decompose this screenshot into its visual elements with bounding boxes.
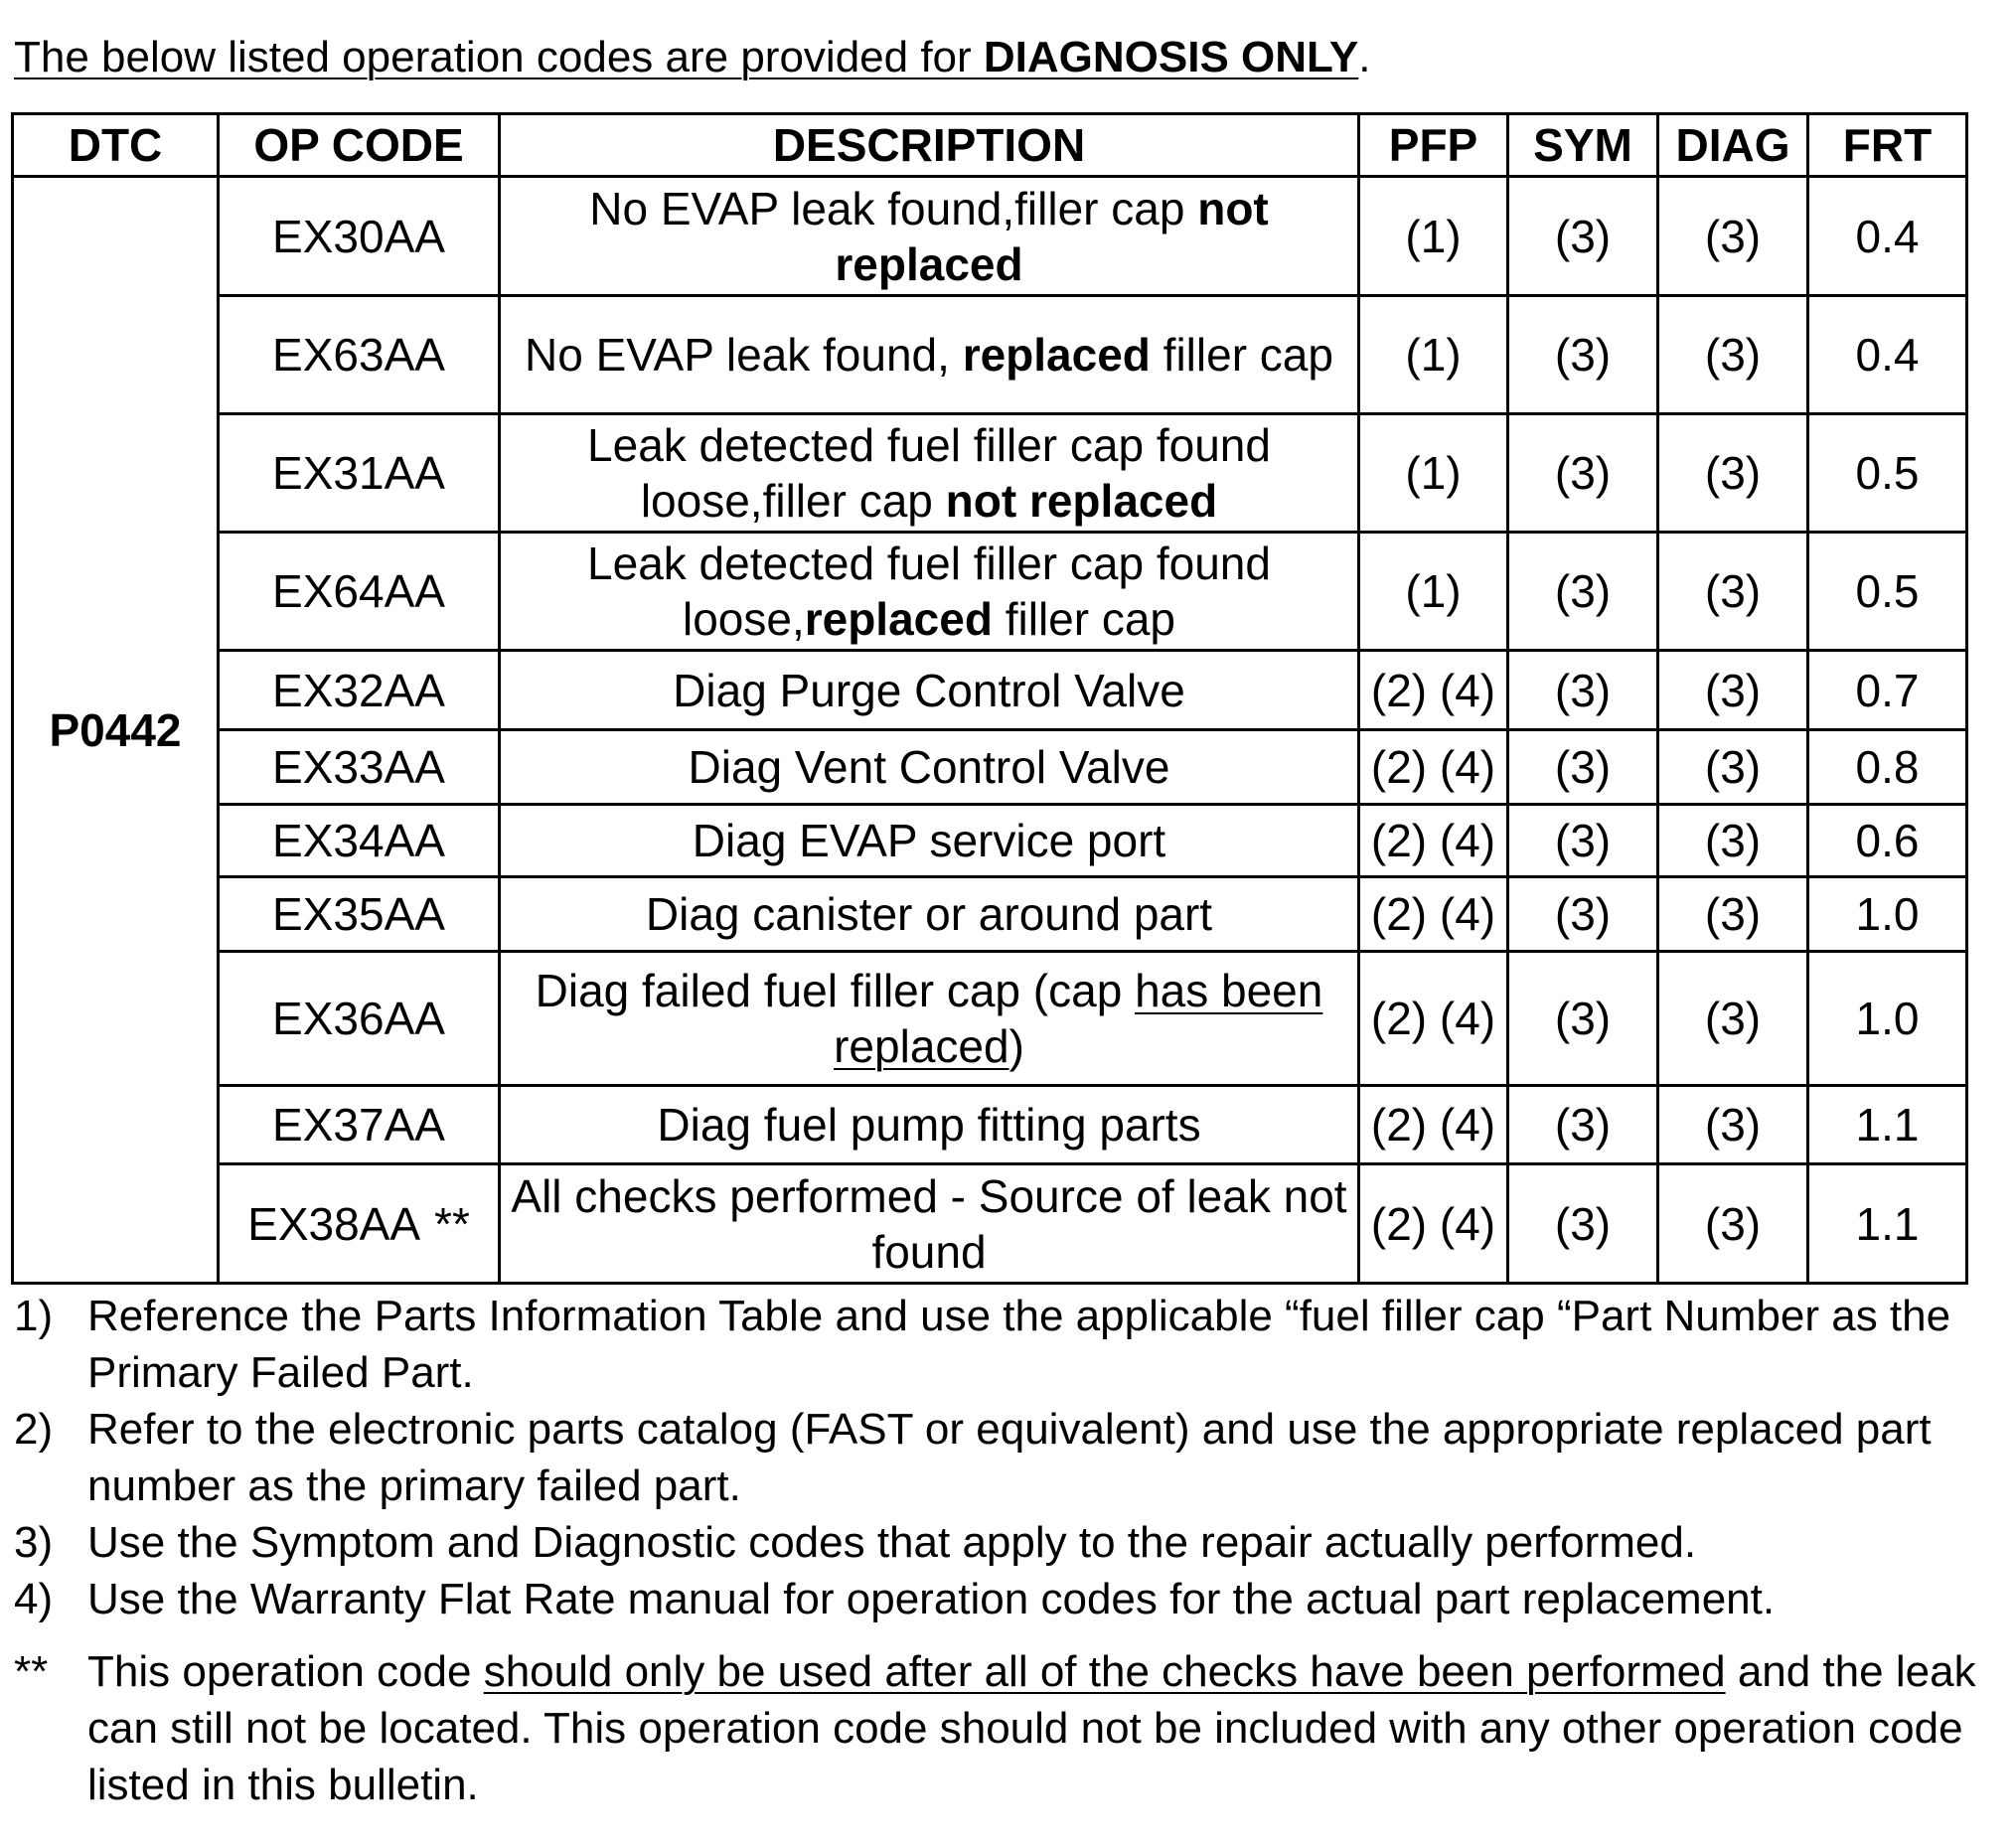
diag-cell: (3)	[1658, 952, 1808, 1086]
intro-emphasis: DIAGNOSIS ONLY	[983, 33, 1359, 81]
desc-text: Diag failed fuel filler cap (cap	[535, 965, 1136, 1016]
description-cell	[500, 533, 1359, 651]
star-note-prefix: This operation code	[87, 1647, 484, 1696]
dtc-cell: P0442	[13, 177, 219, 1284]
header-description: DESCRIPTION	[500, 114, 1359, 177]
sym-cell: (3)	[1508, 533, 1658, 651]
table-row	[13, 414, 1967, 533]
desc-bold: not replaced	[835, 182, 1269, 290]
header-dtc: DTC	[13, 114, 219, 177]
double-asterisk-marker: **	[14, 1647, 49, 1696]
desc-bold: not replaced	[945, 475, 1218, 527]
pfp-cell: (2) (4)	[1359, 805, 1508, 877]
description-cell: Diag EVAP service port	[500, 805, 1359, 877]
table-row	[13, 1164, 1967, 1284]
op-code-cell: EX34AA	[219, 805, 500, 877]
star-note-suffix: and the leak can still not be located. This operation code should not be included with any other operation code listed in this bulletin.	[87, 1647, 1976, 1809]
frt-cell: 1.0	[1808, 952, 1967, 1086]
footnote-text: Reference the Parts Information Table and use the applicable “fuel filler cap “Part Number as the Primary Failed Part.	[87, 1292, 1951, 1397]
desc-text: No EVAP leak found,filler cap	[589, 182, 1198, 234]
frt-cell: 0.4	[1808, 296, 1967, 414]
op-code-cell: EX32AA	[219, 651, 500, 730]
footnote-number: 2)	[14, 1405, 54, 1454]
footnote-item	[14, 1514, 2011, 1571]
frt-cell: 1.1	[1808, 1086, 1967, 1164]
table-row	[13, 296, 1967, 414]
desc-text-end: filler cap	[1150, 329, 1333, 381]
pfp-cell: (1)	[1359, 177, 1508, 296]
diag-cell: (3)	[1658, 1086, 1808, 1164]
pfp-cell: (2) (4)	[1359, 1164, 1508, 1284]
op-code-cell: EX36AA	[219, 952, 500, 1086]
sym-cell: (3)	[1508, 1164, 1658, 1284]
frt-cell: 1.1	[1808, 1164, 1967, 1284]
header-sym: SYM	[1508, 114, 1658, 177]
table-row	[13, 533, 1967, 651]
diag-cell: (3)	[1658, 877, 1808, 952]
sym-cell: (3)	[1508, 952, 1658, 1086]
op-code-cell: EX35AA	[219, 877, 500, 952]
intro-suffix: .	[1358, 33, 1371, 81]
footnote-text: Use the Warranty Flat Rate manual for operation codes for the actual part replacement.	[87, 1575, 1776, 1623]
op-code-cell: EX30AA	[219, 177, 500, 296]
table-row	[13, 877, 1967, 952]
description-cell: Diag canister or around part	[500, 877, 1359, 952]
table-row	[13, 952, 1967, 1086]
desc-bold: replaced	[962, 329, 1151, 381]
pfp-cell: (1)	[1359, 414, 1508, 533]
intro-line	[14, 30, 1370, 85]
double-asterisk-text	[87, 1643, 2011, 1813]
description-cell: Diag Purge Control Valve	[500, 651, 1359, 730]
description-cell	[500, 177, 1359, 296]
sym-cell: (3)	[1508, 1086, 1658, 1164]
header-row	[13, 114, 1967, 177]
frt-cell: 0.5	[1808, 533, 1967, 651]
frt-cell: 0.8	[1808, 730, 1967, 805]
diag-cell: (3)	[1658, 177, 1808, 296]
table-row	[13, 177, 1967, 296]
op-code-cell: EX33AA	[219, 730, 500, 805]
table-row	[13, 730, 1967, 805]
diag-cell: (3)	[1658, 296, 1808, 414]
op-code-cell	[219, 1164, 500, 1284]
sym-cell: (3)	[1508, 877, 1658, 952]
diag-cell: (3)	[1658, 651, 1808, 730]
operation-codes-table	[11, 112, 1968, 1285]
header-diag: DIAG	[1658, 114, 1808, 177]
footnote-number: 4)	[14, 1575, 54, 1623]
op-code-text: EX38AA	[247, 1197, 421, 1250]
description-cell: Diag fuel pump fitting parts	[500, 1086, 1359, 1164]
pfp-cell: (1)	[1359, 533, 1508, 651]
pfp-cell: (2) (4)	[1359, 651, 1508, 730]
description-cell	[500, 952, 1359, 1086]
description-cell	[500, 414, 1359, 533]
star-note-underlined: should only be used after all of the checks have been performed	[483, 1647, 1726, 1696]
frt-cell: 0.6	[1808, 805, 1967, 877]
header-pfp: PFP	[1359, 114, 1508, 177]
header-op-code: OP CODE	[219, 114, 500, 177]
description-cell	[500, 296, 1359, 414]
description-cell: Diag Vent Control Valve	[500, 730, 1359, 805]
desc-text-end: filler cap	[992, 593, 1176, 645]
table-row	[13, 651, 1967, 730]
pfp-cell: (2) (4)	[1359, 1086, 1508, 1164]
footnote-item	[14, 1571, 2011, 1627]
footnotes	[14, 1288, 2011, 1813]
pfp-cell: (2) (4)	[1359, 730, 1508, 805]
diag-cell: (3)	[1658, 1164, 1808, 1284]
sym-cell: (3)	[1508, 651, 1658, 730]
footnote-item	[14, 1288, 2011, 1401]
double-asterisk-note	[14, 1643, 2011, 1813]
sym-cell: (3)	[1508, 414, 1658, 533]
desc-text: Leak detected fuel filler cap found loose,filler cap	[587, 419, 1271, 527]
op-code-cell: EX37AA	[219, 1086, 500, 1164]
footnote-text: Refer to the electronic parts catalog (FAST or equivalent) and use the appropriate replaced part number as the primary failed part.	[87, 1405, 1932, 1510]
desc-underlined: has been replaced	[834, 965, 1323, 1072]
frt-cell: 1.0	[1808, 877, 1967, 952]
sym-cell: (3)	[1508, 177, 1658, 296]
intro-text	[14, 33, 1358, 81]
footnote-number: 1)	[14, 1292, 54, 1340]
footnote-item	[14, 1401, 2011, 1514]
desc-text-end: )	[1008, 1020, 1024, 1072]
sym-cell: (3)	[1508, 730, 1658, 805]
intro-prefix: The below listed operation codes are provided for	[14, 33, 984, 81]
op-code-footnote-marker: **	[434, 1197, 470, 1250]
footnote-number: 3)	[14, 1518, 54, 1567]
desc-bold: replaced	[804, 593, 993, 645]
pfp-cell: (2) (4)	[1359, 952, 1508, 1086]
footnote-text: Use the Symptom and Diagnostic codes that apply to the repair actually performed.	[87, 1518, 1697, 1567]
frt-cell: 0.5	[1808, 414, 1967, 533]
pfp-cell: (1)	[1359, 296, 1508, 414]
header-frt: FRT	[1808, 114, 1967, 177]
sym-cell: (3)	[1508, 296, 1658, 414]
sym-cell: (3)	[1508, 805, 1658, 877]
diag-cell: (3)	[1658, 730, 1808, 805]
op-code-cell: EX63AA	[219, 296, 500, 414]
desc-text: Leak detected fuel filler cap found loose,	[587, 538, 1271, 645]
diag-cell: (3)	[1658, 805, 1808, 877]
diag-cell: (3)	[1658, 533, 1808, 651]
desc-text: No EVAP leak found,	[525, 329, 963, 381]
table-row	[13, 1086, 1967, 1164]
op-code-cell: EX31AA	[219, 414, 500, 533]
op-code-cell: EX64AA	[219, 533, 500, 651]
diag-cell: (3)	[1658, 414, 1808, 533]
frt-cell: 0.4	[1808, 177, 1967, 296]
pfp-cell: (2) (4)	[1359, 877, 1508, 952]
frt-cell: 0.7	[1808, 651, 1967, 730]
table-row	[13, 805, 1967, 877]
description-cell: All checks performed - Source of leak not found	[500, 1164, 1359, 1284]
